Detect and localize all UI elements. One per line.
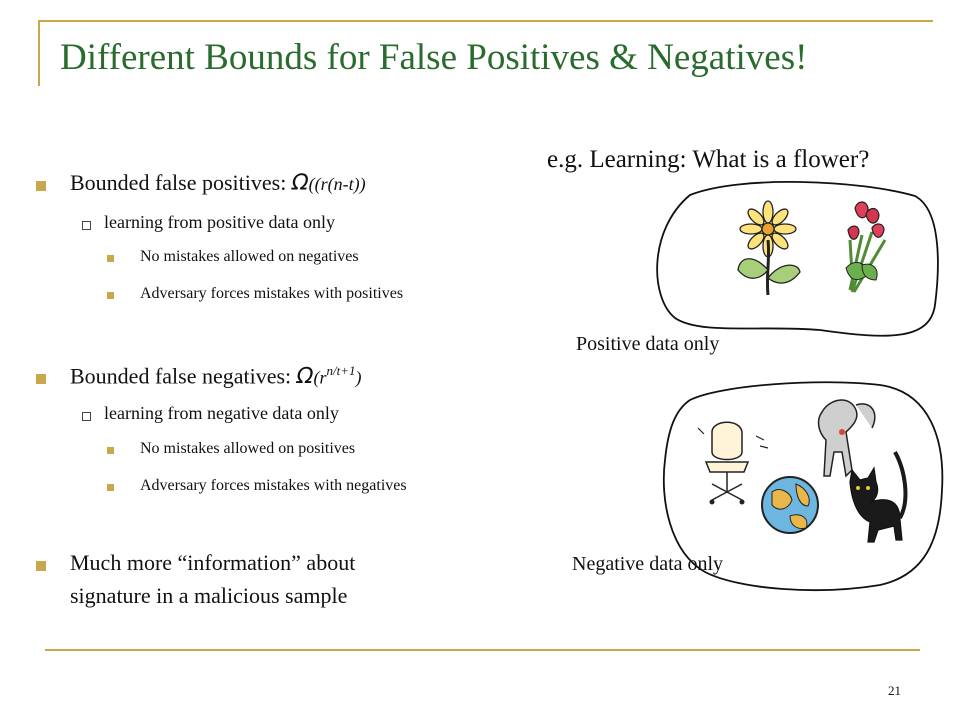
item-no-mistakes-negatives: No mistakes allowed on negatives bbox=[140, 248, 359, 265]
slide-title: Different Bounds for False Positives & Negatives! bbox=[60, 37, 808, 78]
sub-bullet-positive: learning from positive data only bbox=[104, 212, 335, 232]
sub-bullet-negative: learning from negative data only bbox=[104, 403, 339, 423]
globe-icon bbox=[762, 477, 818, 533]
bound-exponent: n/t+1 bbox=[326, 363, 356, 378]
item-adversary-positives: Adversary forces mistakes with positives bbox=[140, 285, 404, 302]
omega-symbol: Ω bbox=[291, 171, 309, 196]
bullet-label: Bounded false positives: bbox=[70, 170, 292, 195]
page-number: 21 bbox=[888, 683, 901, 698]
omega-symbol: Ω bbox=[296, 364, 314, 390]
item-no-mistakes-positives: No mistakes allowed on positives bbox=[140, 440, 356, 457]
bullet-information-line2: signature in a malicious sample bbox=[70, 583, 348, 608]
bound-expression-close: ) bbox=[355, 367, 362, 388]
bound-expression: ((r(n-t)) bbox=[308, 174, 366, 194]
bound-expression-open: (r bbox=[313, 367, 327, 388]
bullet-label: Bounded false negatives: bbox=[70, 363, 297, 389]
item-adversary-negatives: Adversary forces mistakes with negatives bbox=[140, 477, 407, 494]
negative-caption: Negative data only bbox=[572, 553, 724, 575]
bottom-rule bbox=[45, 649, 920, 651]
bullet-information-line1: Much more “information” about bbox=[70, 550, 356, 575]
example-heading: e.g. Learning: What is a flower? bbox=[547, 146, 870, 173]
positive-caption: Positive data only bbox=[576, 333, 720, 355]
